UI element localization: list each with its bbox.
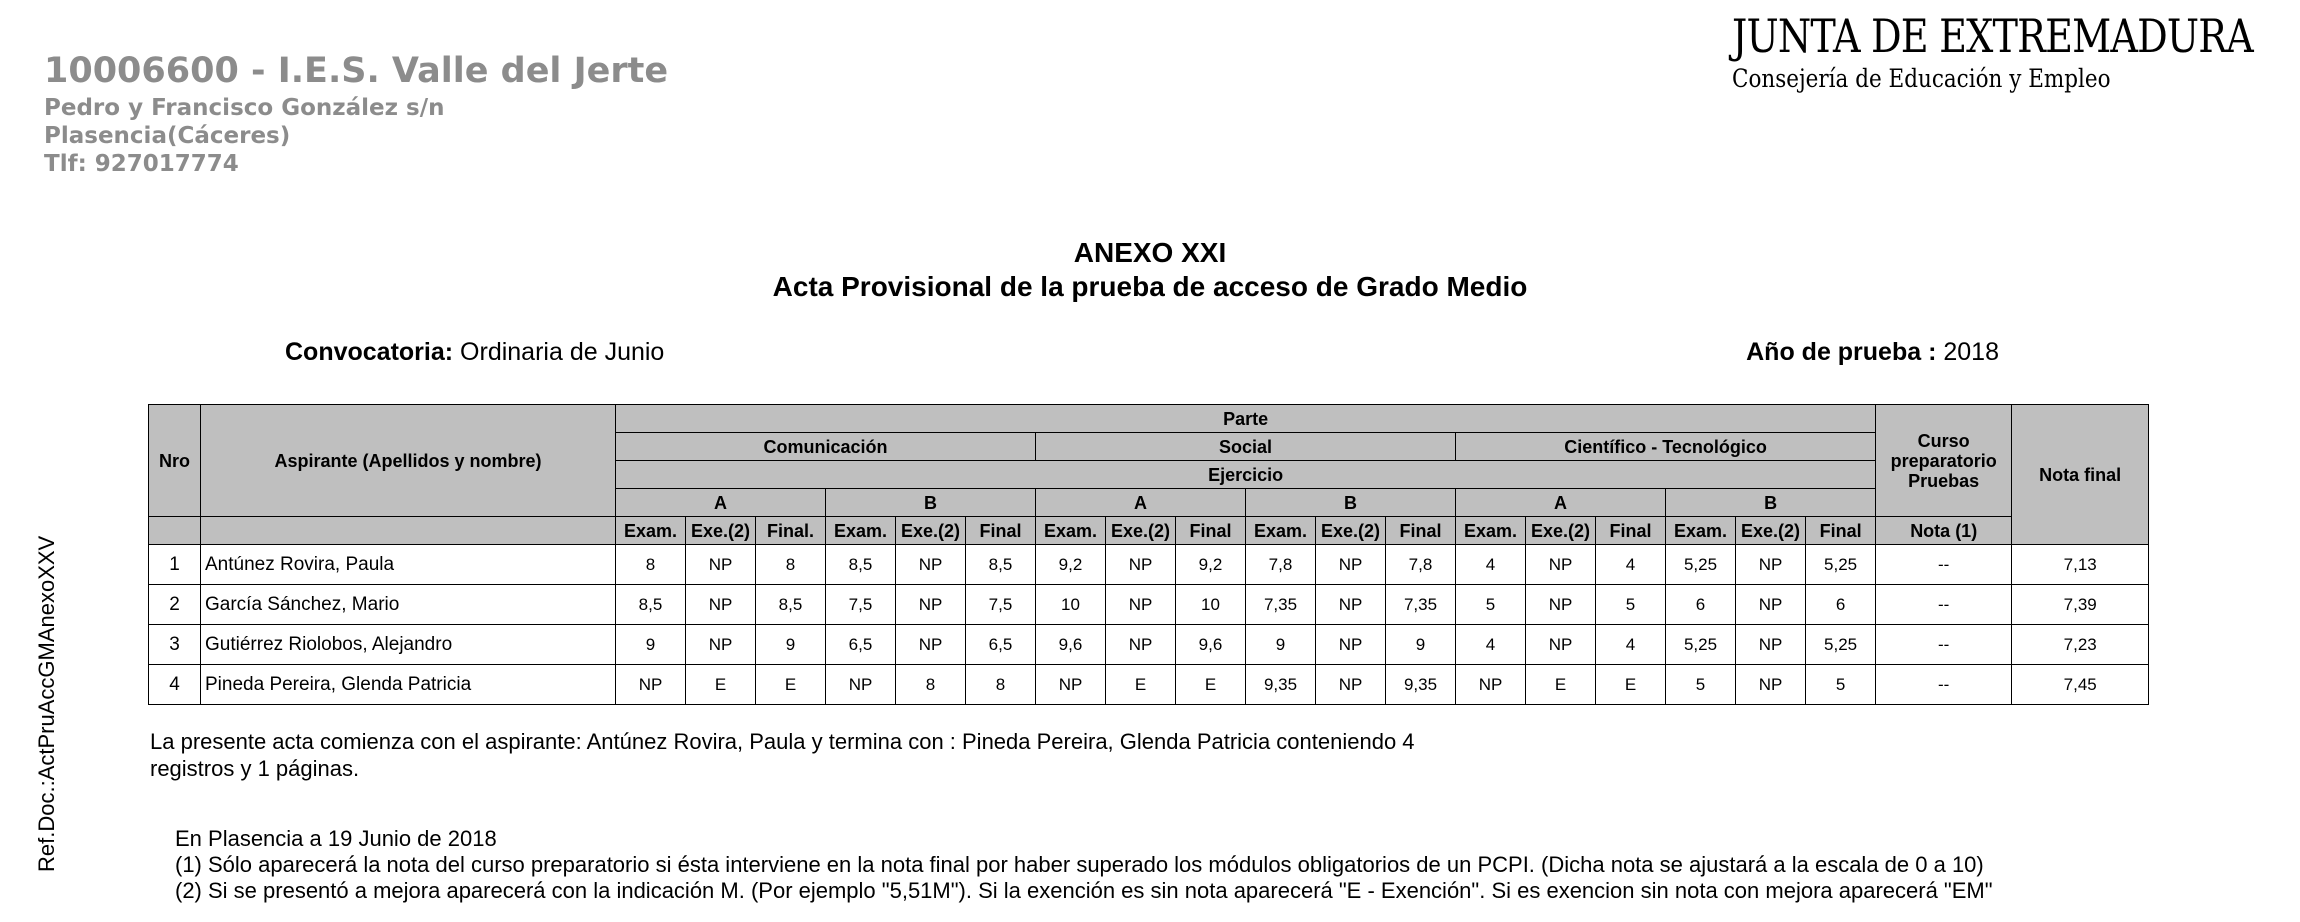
row-nota-final: 7,13 (2012, 545, 2149, 585)
anio-value: 2018 (1943, 338, 1999, 366)
header-sub-4: Exe.(2) (896, 517, 966, 545)
row-cell: NP (616, 665, 686, 705)
row-cell: 4 (1596, 545, 1666, 585)
row-cell: NP (826, 665, 896, 705)
school-address: Pedro y Francisco González s/n (44, 95, 445, 121)
row-cell: NP (1106, 625, 1176, 665)
row-cell: 7,35 (1386, 585, 1456, 625)
row-nota-final: 7,39 (2012, 585, 2149, 625)
row-cell: NP (1316, 585, 1386, 625)
header-sub-12: Exam. (1456, 517, 1526, 545)
row-curso: -- (1876, 665, 2012, 705)
row-cell: 8,5 (616, 585, 686, 625)
row-cell: NP (1526, 625, 1596, 665)
row-cell: 5 (1806, 665, 1876, 705)
row-aspirante: García Sánchez, Mario (201, 585, 616, 625)
row-nota-final: 7,23 (2012, 625, 2149, 665)
row-cell: NP (686, 585, 756, 625)
header-sub-0: Exam. (616, 517, 686, 545)
place-date: En Plasencia a 19 Junio de 2018 (175, 826, 497, 851)
header-sub-3: Exam. (826, 517, 896, 545)
anio-prueba (1746, 338, 1999, 367)
header-parte: Parte (616, 405, 1876, 433)
annex-title: ANEXO XXI (1073, 237, 1227, 268)
row-cell: 9,6 (1036, 625, 1106, 665)
convocatoria-value: Ordinaria de Junio (460, 338, 665, 366)
row-curso: -- (1876, 585, 2012, 625)
header-sub-17: Final (1806, 517, 1876, 545)
header-sub-15: Exam. (1666, 517, 1736, 545)
row-cell: E (756, 665, 826, 705)
header-nro-blank (149, 517, 201, 545)
row-cell: NP (686, 625, 756, 665)
convocatoria-label: Convocatoria: (285, 338, 454, 366)
row-cell: NP (1736, 585, 1806, 625)
header-sub-14: Final (1596, 517, 1666, 545)
school-phone: Tlf: 927017774 (44, 151, 239, 177)
row-cell: 5,25 (1806, 625, 1876, 665)
row-cell: 6 (1806, 585, 1876, 625)
row-cell: NP (1526, 585, 1596, 625)
results-table (148, 404, 2149, 705)
row-cell: NP (1106, 545, 1176, 585)
junta-name: JUNTA DE EXTREMADURA (1732, 9, 2253, 63)
header-ejercicio: Ejercicio (616, 461, 1876, 489)
row-aspirante: Gutiérrez Riolobos, Alejandro (201, 625, 616, 665)
row-cell: 7,35 (1246, 585, 1316, 625)
row-cell: 10 (1176, 585, 1246, 625)
row-cell: 9,2 (1176, 545, 1246, 585)
row-cell: NP (686, 545, 756, 585)
row-aspirante: Antúnez Rovira, Paula (201, 545, 616, 585)
header-curso: Curso preparatorio Pruebas (1876, 405, 2012, 517)
header-sub-16: Exe.(2) (1736, 517, 1806, 545)
row-nro: 2 (149, 585, 201, 625)
row-cell: 8 (756, 545, 826, 585)
anio-label: Año de prueba : (1746, 338, 1937, 366)
junta-dept: Consejería de Educación y Empleo (1732, 64, 2111, 93)
row-cell: NP (896, 585, 966, 625)
row-cell: 5 (1596, 585, 1666, 625)
school-header (44, 48, 668, 178)
row-cell: 9,2 (1036, 545, 1106, 585)
header-aspirante: Aspirante (Apellidos y nombre) (201, 405, 616, 517)
row-cell: 6 (1666, 585, 1736, 625)
row-cell: 9,35 (1246, 665, 1316, 705)
table-row (149, 665, 2149, 705)
header-sub-1: Exe.(2) (686, 517, 756, 545)
row-cell: 10 (1036, 585, 1106, 625)
row-nro: 1 (149, 545, 201, 585)
header-social: Social (1036, 433, 1456, 461)
row-cell: E (1106, 665, 1176, 705)
row-cell: NP (1106, 585, 1176, 625)
row-cell: NP (1456, 665, 1526, 705)
row-aspirante: Pineda Pereira, Glenda Patricia (201, 665, 616, 705)
header-sub-13: Exe.(2) (1526, 517, 1596, 545)
row-cell: 5,25 (1666, 625, 1736, 665)
row-cell: 9,35 (1386, 665, 1456, 705)
row-cell: 5,25 (1666, 545, 1736, 585)
row-cell: 6,5 (826, 625, 896, 665)
row-cell: NP (896, 625, 966, 665)
header-sub-7: Exe.(2) (1106, 517, 1176, 545)
header-nro: Nro (149, 405, 201, 517)
row-curso: -- (1876, 625, 2012, 665)
row-cell: 8,5 (826, 545, 896, 585)
row-cell: 7,5 (966, 585, 1036, 625)
header-ejercicio-1: B (826, 489, 1036, 517)
summary-text: La presente acta comienza con el aspirante: Antúnez Rovira, Paula y termina con : Pineda Pereira, Glenda Patricia conteniendo 4 registros y 1 páginas. (150, 729, 1415, 781)
document-reference: Ref.Doc.:ActPruAccGMAnexoXXV (34, 535, 59, 872)
header-nota-final: Nota final (2012, 405, 2149, 545)
row-cell: E (1526, 665, 1596, 705)
row-cell: 4 (1456, 545, 1526, 585)
row-cell: NP (1526, 545, 1596, 585)
row-cell: 8,5 (756, 585, 826, 625)
header-ejercicio-0: A (616, 489, 826, 517)
row-cell: E (1176, 665, 1246, 705)
row-cell: NP (1736, 545, 1806, 585)
row-cell: 8 (896, 665, 966, 705)
row-cell: 9 (756, 625, 826, 665)
row-cell: 8 (966, 665, 1036, 705)
note-1: (1) Sólo aparecerá la nota del curso preparatorio si ésta interviene en la nota final por haber superado los módulos obligatorios de un PCPI. (Dicha nota se ajustará a la escala de 0 a 10) (175, 852, 1984, 877)
row-cell: 6,5 (966, 625, 1036, 665)
row-cell: 5 (1456, 585, 1526, 625)
row-cell: 8 (616, 545, 686, 585)
header-sub-8: Final (1176, 517, 1246, 545)
row-cell: E (1596, 665, 1666, 705)
row-cell: NP (1736, 665, 1806, 705)
row-cell: 4 (1596, 625, 1666, 665)
row-cell: 9 (616, 625, 686, 665)
header-ejercicio-4: A (1456, 489, 1666, 517)
row-cell: 4 (1456, 625, 1526, 665)
table-row (149, 545, 2149, 585)
row-cell: NP (896, 545, 966, 585)
row-cell: 8,5 (966, 545, 1036, 585)
row-nota-final: 7,45 (2012, 665, 2149, 705)
convocatoria (285, 338, 664, 367)
row-cell: 7,8 (1386, 545, 1456, 585)
row-curso: -- (1876, 545, 2012, 585)
header-sub-6: Exam. (1036, 517, 1106, 545)
header-sub-2: Final. (756, 517, 826, 545)
table-row (149, 625, 2149, 665)
row-cell: NP (1736, 625, 1806, 665)
row-nro: 3 (149, 625, 201, 665)
row-cell: 5 (1666, 665, 1736, 705)
row-cell: 7,8 (1246, 545, 1316, 585)
header-cientifico: Científico - Tecnológico (1456, 433, 1876, 461)
row-cell: 9,6 (1176, 625, 1246, 665)
document-subtitle: Acta Provisional de la prueba de acceso de Grado Medio (772, 271, 1528, 302)
header-comunicacion: Comunicación (616, 433, 1036, 461)
row-cell: 7,5 (826, 585, 896, 625)
header-aspirante-blank (201, 517, 616, 545)
row-cell: NP (1036, 665, 1106, 705)
row-cell: NP (1316, 665, 1386, 705)
row-cell: 9 (1246, 625, 1316, 665)
footer-notes (175, 826, 1993, 904)
school-code-name: 10006600 - I.E.S. Valle del Jerte (44, 51, 669, 91)
row-cell: 9 (1386, 625, 1456, 665)
junta-logo (1732, 8, 2253, 94)
header-nota-1: Nota (1) (1876, 517, 2012, 545)
header-ejercicio-3: B (1246, 489, 1456, 517)
document-titles (0, 236, 2300, 304)
note-2: (2) Si se presentó a mejora aparecerá con la indicación M. (Por ejemplo "5,51M"). Si la exención es sin nota aparecerá "E - Exención". Si es exencion sin nota con mejora aparecerá "EM" (175, 878, 1993, 903)
row-cell: 5,25 (1806, 545, 1876, 585)
school-city: Plasencia(Cáceres) (44, 123, 291, 149)
row-cell: NP (1316, 625, 1386, 665)
header-ejercicio-2: A (1036, 489, 1246, 517)
row-cell: NP (1316, 545, 1386, 585)
row-nro: 4 (149, 665, 201, 705)
row-cell: E (686, 665, 756, 705)
header-sub-10: Exe.(2) (1316, 517, 1386, 545)
header-sub-9: Exam. (1246, 517, 1316, 545)
header-sub-11: Final (1386, 517, 1456, 545)
header-sub-5: Final (966, 517, 1036, 545)
header-ejercicio-5: B (1666, 489, 1876, 517)
table-row (149, 585, 2149, 625)
